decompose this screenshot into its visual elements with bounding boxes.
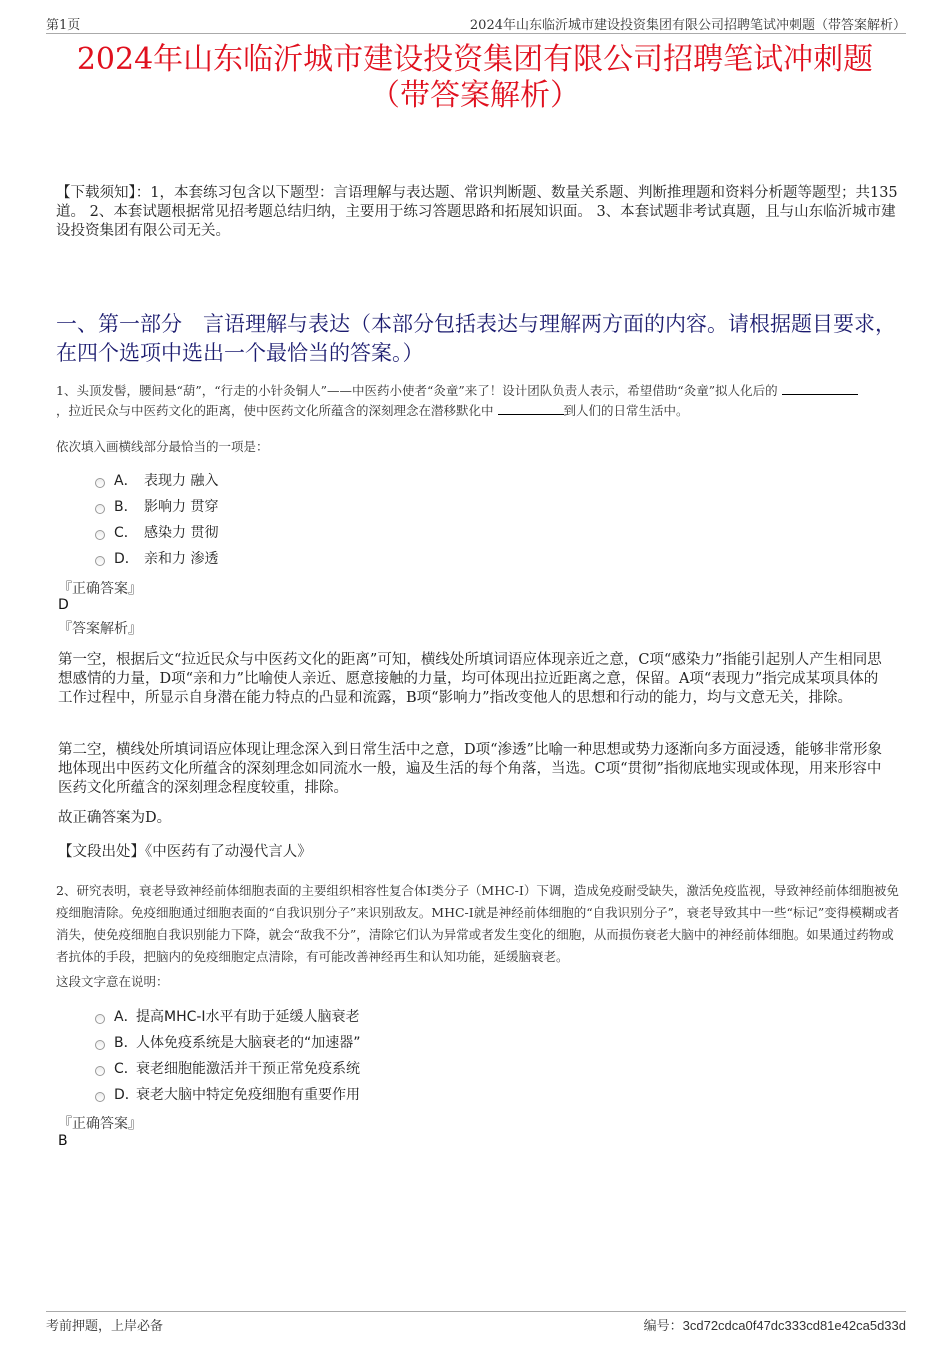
code-value: 3cd72cdca0f47dc333cd81e42ca5d33d: [682, 1318, 906, 1333]
q1-stem-part1: 1、头顶发髻，腰间悬“葫”，“行走的小针灸铜人”——中医药小使者“灸童”来了！设计团队负责人表示，希望借助“灸童”拟人化后的: [56, 383, 778, 398]
radio-icon[interactable]: [95, 530, 105, 540]
radio-icon[interactable]: [95, 556, 105, 566]
q1-answer: D: [58, 597, 69, 613]
q2-option-d[interactable]: [95, 1081, 361, 1107]
q2-answer: B: [58, 1133, 68, 1149]
option-letter: B．: [114, 1035, 138, 1051]
q2-answer-label: 『正确答案』: [58, 1116, 142, 1132]
option-letter: B．: [114, 499, 138, 515]
q1-stem-part2: ，拉近民众与中医药文化的距离，使中医药文化所蕴含的深刻理念在潜移默化中: [56, 403, 494, 418]
page-footer: [46, 1311, 906, 1332]
option-letter: D．: [114, 1087, 139, 1103]
footer-slogan: 考前押题，上岸必备: [46, 1319, 164, 1334]
q1-option-b[interactable]: [95, 493, 218, 519]
option-letter: A．: [114, 473, 138, 489]
radio-icon[interactable]: [95, 1066, 105, 1076]
page-header: [46, 14, 906, 34]
q2-prompt: 这段文字意在说明：: [56, 974, 169, 989]
q1-analysis-label: 『答案解析』: [58, 621, 142, 637]
option-text: 提高MHC-I水平有助于延缓人脑衰老: [136, 1009, 360, 1025]
question-2-stem: 2、研究表明，衰老导致神经前体细胞表面的主要组织相容性复合体I类分子（MHC-I）下调，造成免疫耐受缺失，激活免疫监视，导致神经前体细胞被免疫细胞清除。免疫细胞通过细胞表面的“自我识别分子”来识别敌友。MHC-I就是神经前体细胞的“自我识别分子”，衰老导致其中一些“标记”变得模糊或者消失，使免疫细胞自我识别能力下降，就会“敌我不分”，清除它们认为异常或者发生变化的细胞，从而损伤衰老大脑中的神经前体细胞。如果通过药物或者抗体的手段，把脑内的免疫细胞定点清除，有可能改善神经再生和认知功能，延缓脑衰老。: [56, 883, 900, 964]
download-notice: 【下载须知】：1，本套练习包含以下题型：言语理解与表达题、常识判断题、数量关系题、判断推理题和资料分析题等题型；共135道。 2、本套试题根据常见招考题总结归纳，主要用于练习答题思路和拓展知识面。 3、本套试题非考试真题，且与山东临沂城市建设投资集团有限公司无关。: [56, 185, 898, 239]
option-letter: D．: [114, 551, 139, 567]
q1-stem-part3: 到人们的日常生活中。: [563, 403, 689, 418]
code-label: 编号：: [643, 1319, 683, 1334]
radio-icon[interactable]: [95, 1014, 105, 1024]
q2-option-a[interactable]: [95, 1003, 361, 1029]
option-letter: C．: [114, 525, 138, 541]
q1-option-d[interactable]: [95, 545, 218, 571]
q2-options: [95, 1003, 361, 1107]
q1-option-c[interactable]: [95, 519, 218, 545]
option-letter: A．: [114, 1009, 138, 1025]
radio-icon[interactable]: [95, 1092, 105, 1102]
page-number: 第1页: [46, 18, 81, 33]
q1-analysis-para-2: 第二空，横线处所填词语应体现让理念深入到日常生活中之意，D项“渗透”比喻一种思想或势力逐渐向多方面浸透，能够非常形象地体现出中医药文化所蕴含的深刻理念如同流水一般，遍及生活的每个角落，当选。C项“贯彻”指彻底地实现或体现，用来形容中医药文化所蕴含的深刻理念程度较重，排除。: [58, 742, 882, 796]
radio-icon[interactable]: [95, 504, 105, 514]
q1-source: 【文段出处】《中医药有了动漫代言人》: [58, 844, 312, 860]
header-doc-title: 2024年山东临沂城市建设投资集团有限公司招聘笔试冲刺题（带答案解析）: [469, 18, 906, 33]
radio-icon[interactable]: [95, 1040, 105, 1050]
q1-blank-1: [782, 382, 858, 395]
q1-analysis-para-1: 第一空，根据后文“拉近民众与中医药文化的距离”可知，横线处所填词语应体现亲近之意，C项“感染力”指能引起别人产生相同思想感情的力量，D项“亲和力”比喻使人亲近、愿意接触的力量，均可体现出拉近距离之意，保留。A项“表现力”指完成某项具体的工作过程中，所显示自身潜在能力特点的凸显和流露，B项“影响力”指改变他人的思想和行动的能力，均与文意无关，排除。: [58, 652, 882, 706]
title-line-2: （带答案解析）: [370, 78, 580, 113]
q1-answer-label: 『正确答案』: [58, 581, 142, 597]
document-title: [0, 42, 950, 114]
q1-prompt: 依次填入画横线部分最恰当的一项是：: [56, 439, 269, 454]
q2-option-b[interactable]: [95, 1029, 361, 1055]
q1-analysis-conclusion: 故正确答案为D。: [58, 810, 172, 826]
q1-options: [95, 467, 218, 571]
radio-icon[interactable]: [95, 478, 105, 488]
section-heading: 一、第一部分 言语理解与表达（本部分包括表达与理解两方面的内容。请根据题目要求，在四个选项中选出一个最恰当的答案。）: [56, 312, 896, 365]
option-text: 感染力 贯彻: [144, 525, 219, 541]
option-text: 表现力 融入: [144, 473, 219, 489]
q1-blank-2: [498, 402, 564, 415]
q2-option-c[interactable]: [95, 1055, 361, 1081]
title-line-1: 2024年山东临沂城市建设投资集团有限公司招聘笔试冲刺题: [76, 42, 874, 77]
q1-option-a[interactable]: [95, 467, 218, 493]
option-letter: C．: [114, 1061, 138, 1077]
option-text: 影响力 贯穿: [144, 499, 219, 515]
footer-code: [644, 1315, 906, 1334]
option-text: 衰老细胞能激活并干预正常免疫系统: [136, 1061, 360, 1077]
option-text: 人体免疫系统是大脑衰老的“加速器”: [136, 1035, 361, 1051]
question-1-stem: [56, 381, 906, 421]
option-text: 衰老大脑中特定免疫细胞有重要作用: [136, 1087, 360, 1103]
option-text: 亲和力 渗透: [144, 551, 219, 567]
